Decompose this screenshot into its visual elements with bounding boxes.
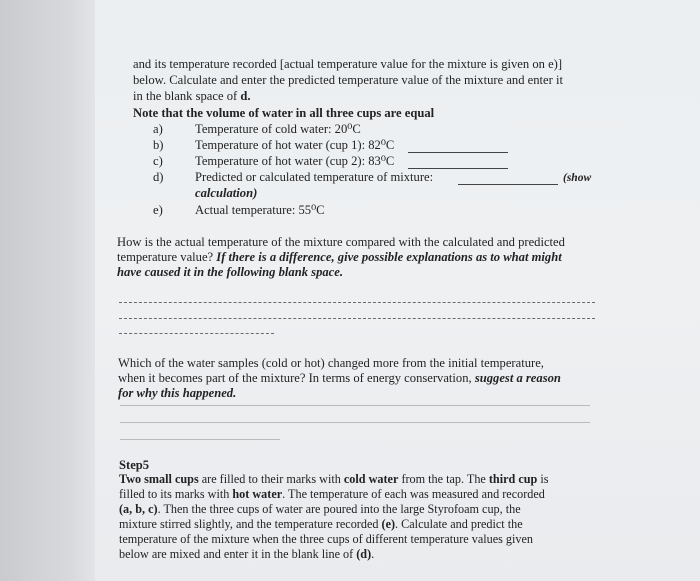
question2-line-3: for why this happened.: [118, 386, 237, 400]
step5-line-5: temperature of the mixture when the three cups of different temperature values given: [119, 532, 533, 546]
step5-l6-a: below are mixed and enter it in the blank line of: [119, 547, 357, 561]
item-b-blank: [408, 152, 508, 153]
intro-line-2: below. Calculate and enter the predicted temperature value of the mixture and enter it: [133, 73, 563, 87]
step5-l6-b: (d): [356, 547, 372, 561]
answer2-line-3[interactable]: [120, 439, 280, 440]
item-e-label: e): [153, 203, 163, 217]
step5-l1-f: is: [537, 472, 549, 486]
step5-l6-c: .: [371, 547, 375, 561]
step5-l1-b: are filled to their marks with: [198, 472, 344, 486]
answer-line-1[interactable]: [119, 302, 595, 303]
step5-l4-c: . Calculate and predict the: [395, 517, 523, 531]
step5-l4-a: mixture stirred slightly, and the temperature recorded: [119, 517, 382, 531]
item-b-label: b): [153, 138, 164, 152]
question2-line-2-emphasis: suggest a reason: [474, 371, 561, 385]
item-c-label: c): [153, 154, 163, 168]
intro-line-3: [133, 89, 251, 104]
question1-line-3: have caused it in the following blank space.: [117, 265, 343, 279]
item-a-text: Temperature of cold water: 20⁰C: [195, 122, 361, 136]
step5-l1-d: from the tap. The: [398, 472, 489, 486]
step5-line-2: [119, 487, 545, 502]
step5-line-6: [119, 547, 374, 562]
item-d-label: d): [153, 170, 164, 184]
page-shadow: [0, 0, 100, 581]
answer2-line-2[interactable]: [120, 422, 590, 423]
volume-note: Note that the volume of water in all three cups are equal: [133, 106, 435, 120]
item-b-text: Temperature of hot water (cup 1): 82⁰C: [195, 138, 395, 152]
item-d-aside: (show: [563, 172, 592, 184]
item-d-blank[interactable]: [458, 184, 558, 185]
question2-line-2: [118, 371, 561, 386]
step5-l3-a: (a, b, c): [119, 502, 158, 516]
intro-line-3-text: in the blank space of: [133, 89, 241, 103]
step5-l4-b: (e): [381, 517, 396, 531]
question2-line-2-text: when it becomes part of the mixture? In terms of energy conservation,: [118, 371, 475, 385]
question1-line-1: How is the actual temperature of the mixture compared with the calculated and predicted: [117, 235, 565, 249]
step5-line-4: [119, 517, 523, 532]
step5-l3-b: . Then the three cups of water are poured into the large Styrofoam cup, the: [157, 502, 521, 516]
question1-line-2-text: temperature value?: [117, 250, 217, 264]
step5-line-1: [119, 472, 549, 487]
item-d-continuation: calculation): [195, 186, 258, 200]
answer2-line-1[interactable]: [120, 405, 590, 406]
intro-line-3-ref: d.: [240, 89, 251, 103]
step5-l1-e: third cup: [488, 472, 538, 486]
question2-line-1: Which of the water samples (cold or hot) changed more from the initial temperature,: [118, 356, 544, 370]
item-c-text: Temperature of hot water (cup 2): 83⁰C: [195, 154, 395, 168]
item-a-label: a): [153, 122, 163, 136]
item-c-blank: [408, 168, 508, 169]
item-e-text: Actual temperature: 55⁰C: [195, 203, 325, 217]
question1-line-2-emphasis: If there is a difference, give possible explanations as to what might: [216, 250, 562, 264]
step5-l2-b: hot water: [232, 487, 283, 501]
item-d-text: Predicted or calculated temperature of mixture:: [195, 170, 434, 184]
answer-line-2[interactable]: [119, 318, 595, 319]
step5-l1-a: Two small cups: [119, 472, 199, 486]
question1-line-2: [117, 250, 562, 265]
intro-line-1: and its temperature recorded [actual temperature value for the mixture is given on e)]: [133, 57, 563, 71]
step5-l2-c: . The temperature of each was measured and recorded: [282, 487, 545, 501]
step5-line-3: [119, 502, 521, 517]
answer-line-3[interactable]: [119, 333, 274, 334]
step5-l2-a: filled to its marks with: [119, 487, 233, 501]
step5-l1-c: cold water: [343, 472, 399, 486]
step5-heading: Step5: [119, 458, 150, 472]
